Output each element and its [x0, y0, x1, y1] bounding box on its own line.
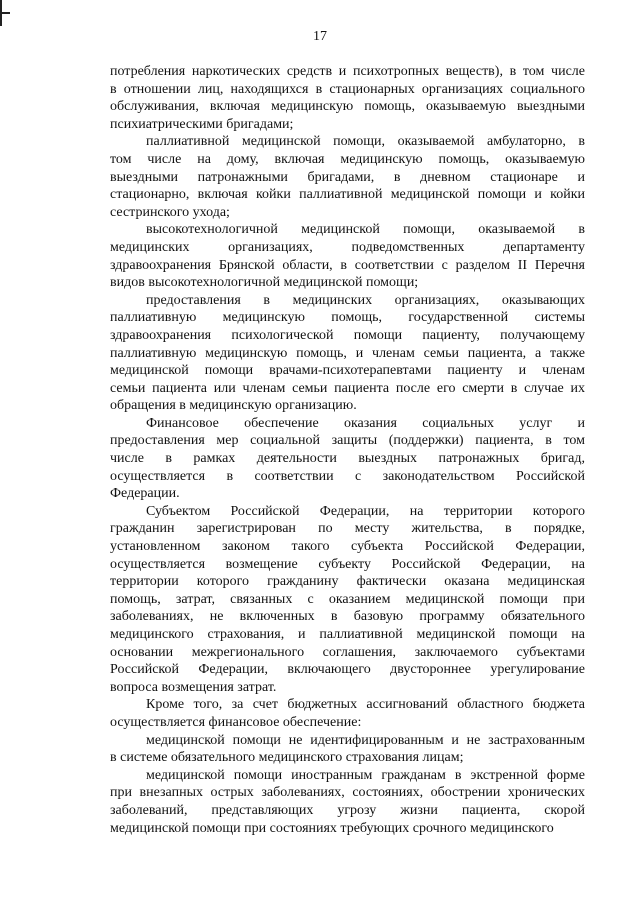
text-line: заболеваний, представляющих угрозу жизни пациента, скорой [110, 802, 585, 818]
text-line: выездными патронажными бригадами, в дневном стационаре и [110, 169, 585, 185]
text-line: медицинской помощи не идентифицированным и не застрахованным [146, 732, 585, 748]
paragraph [110, 503, 585, 697]
text-line: медицинского страхования, и паллиативной медицинской помощи на [110, 627, 585, 642]
paragraph [110, 767, 585, 837]
text-line: психиатрическими бригадами; [110, 116, 294, 132]
text-line: паллиативной медицинской помощи, оказываемой амбулаторно, в [146, 134, 585, 150]
scan-corner-mark [0, 0, 14, 28]
paragraph [110, 415, 585, 503]
text-line: том числе на дому, включая медицинскую помощь, оказываемую [110, 151, 585, 167]
text-line: потребления наркотических средств и психотропных веществ), в том числе [110, 64, 585, 79]
text-line: территории которого гражданину фактически оказана медицинская [110, 574, 585, 590]
document-body [110, 63, 585, 837]
text-line: здравоохранения психологической помощи пациенту, получающему [110, 327, 585, 343]
text-line: Федерации. [110, 486, 180, 502]
text-line: основании межрегионального соглашения, заключаемого субъектами [110, 644, 585, 660]
text-line: обращения в медицинскую организацию. [110, 398, 357, 414]
text-line: помощь, затрат, связанных с оказанием медицинской помощи при [110, 591, 585, 607]
text-line: в системе обязательного медицинского страхования лицам; [110, 750, 464, 766]
page-number: 17 [313, 29, 327, 44]
text-line: паллиативную медицинскую помощь, и членам семьи пациента, а также [110, 345, 585, 361]
text-line: гражданин зарегистрирован по месту жительства, в порядке, [110, 521, 585, 537]
text-line: осуществляется возмещение субъекту Российской Федерации, на [110, 556, 585, 572]
text-line: установленном законом такого субъекта Российской Федерации, [110, 539, 585, 555]
text-line: медицинской помощи врачами-психотерапевтами пациенту и членам [110, 363, 585, 379]
text-line: медицинских организациях, подведомственных департаменту [110, 239, 585, 255]
text-line: предоставления мер социальной защиты (поддержки) пациента, в том [110, 433, 585, 449]
text-line: здравоохранения Брянской области, в соответствии с разделом II Перечня [110, 257, 585, 273]
text-line: сестринского ухода; [110, 204, 230, 220]
paragraph [110, 696, 585, 731]
text-line: осуществляется финансовое обеспечение: [110, 714, 362, 730]
text-line: в отношении лиц, находящихся в стационарных организациях социального [110, 81, 585, 97]
text-line: Российской Федерации, включающего двустороннее урегулирование [110, 662, 585, 678]
text-line: семьи пациента или членам семьи пациента после его смерти в случае их [110, 380, 585, 396]
text-line: заболеваниях, не включенных в базовую программу обязательного [110, 609, 585, 625]
text-line: предоставления в медицинских организациях, оказывающих [146, 292, 585, 308]
paragraph [110, 292, 585, 415]
text-line: осуществляется в соответствии с законодательством Российской [110, 468, 585, 484]
paragraph [110, 221, 585, 291]
text-line: Финансовое обеспечение оказания социальных услуг и [146, 415, 585, 431]
text-line: Субъектом Российской Федерации, на территории которого [146, 503, 585, 519]
text-line: медицинской помощи иностранным гражданам в экстренной форме [146, 767, 585, 783]
text-line: числе в рамках деятельности выездных патронажных бригад, [110, 451, 585, 467]
text-line: паллиативную медицинскую помощь, государственной системы [110, 310, 585, 326]
text-line: вопроса возмещения затрат. [110, 679, 277, 695]
text-line: высокотехнологичной медицинской помощи, оказываемой в [146, 222, 585, 238]
text-line: медицинской помощи при состояниях требующих срочного медицинского [110, 820, 554, 836]
paragraph [110, 732, 585, 767]
text-line: при внезапных острых заболеваниях, состояниях, обострении хронических [110, 785, 585, 801]
text-line: Кроме того, за счет бюджетных ассигнований областного бюджета [146, 697, 585, 713]
text-line: видов высокотехнологичной медицинской помощи; [110, 275, 419, 291]
text-line: стационарно, включая койки паллиативной медицинской помощи и койки [110, 187, 585, 203]
text-line: обслуживания, включая медицинскую помощь, оказываемую выездными [110, 99, 585, 115]
paragraph [110, 133, 585, 221]
paragraph [110, 63, 585, 133]
